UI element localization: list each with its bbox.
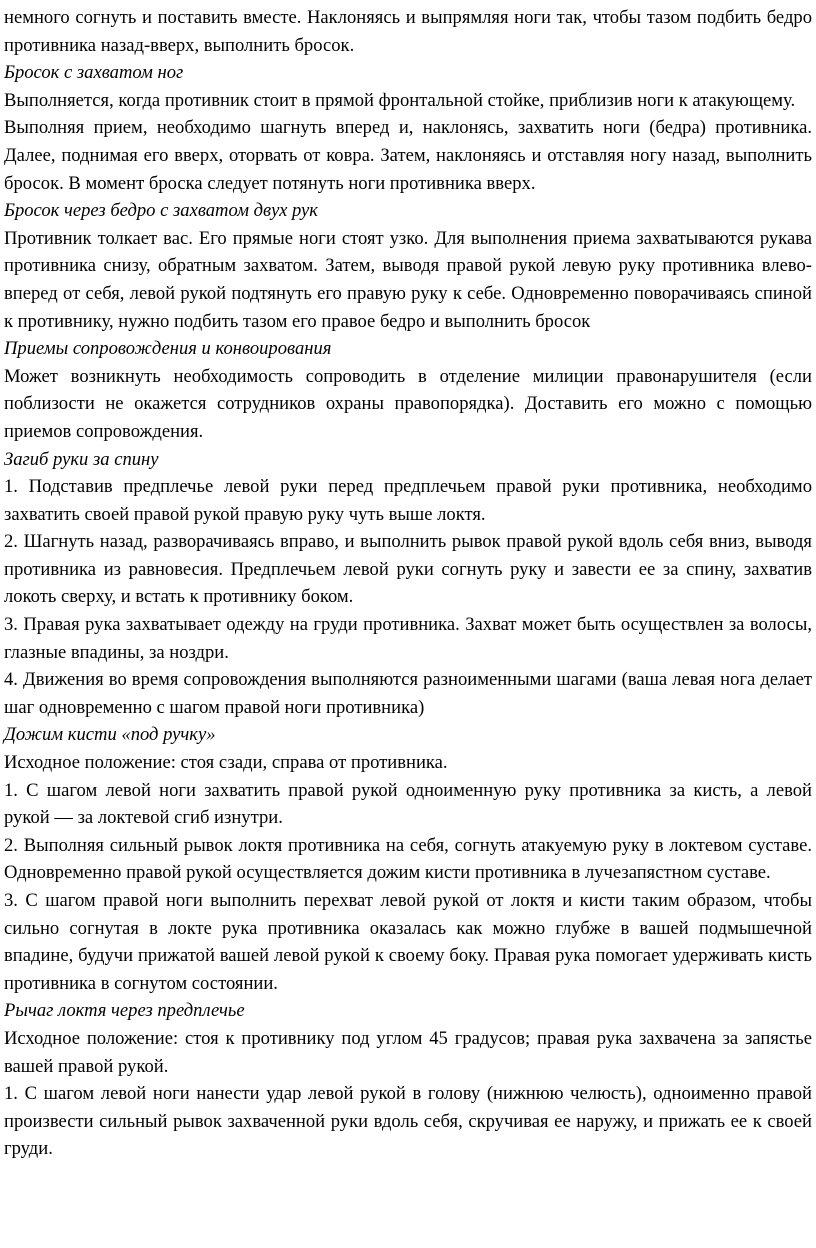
heading-leg-grab-throw: Бросок с захватом ног xyxy=(4,62,184,84)
paragraph: Выполняя прием, необходимо шагнуть вперед и, наклонясь, захватить ноги (бедра) противника. Далее, поднимая его вверх, оторвать от ковра. Затем, наклоняясь и отставляя ногу назад, выполнить бросок. В момент броска следует потянуть ноги противника вверх. xyxy=(4,117,812,194)
list-item: 2. Выполняя сильный рывок локтя противника на себя, согнуть атакуемую руку в локтевом суставе. Одновременно правой рукой осуществляется дожим кисти противника в лучезапястном суставе. xyxy=(4,834,812,884)
heading-elbow-lever: Рычаг локтя через предплечье xyxy=(4,1000,245,1022)
paragraph: Может возникнуть необходимость сопроводить в отделение милиции правонарушителя (если поблизости не окажется сотрудников охраны правопорядка). Доставить его можно с помощью приемов сопровождения. xyxy=(4,365,812,442)
document-body xyxy=(4,4,812,1163)
paragraph: Исходное положение: стоя сзади, справа от противника. xyxy=(4,752,448,774)
paragraph: Противник толкает вас. Его прямые ноги стоят узко. Для выполнения приема захватываются рукава противника снизу, обратным захватом. Затем, выводя правой рукой левую руку противника влево-вперед от себя, левой рукой подтянуть его правую руку к себе. Одновременно поворачиваясь спиной к противнику, нужно подбить тазом его правое бедро и выполнить бросок xyxy=(4,227,812,332)
paragraph: Выполняется, когда противник стоит в прямой фронтальной стойке, приблизив ноги к атакующему. xyxy=(4,89,796,111)
list-item: 1. С шагом левой ноги нанести удар левой рукой в голову (нижнюю челюсть), одноименно правой произвести сильный рывок захваченной руки вдоль себя, скручивая ее наружу, и прижать ее к своей груди. xyxy=(4,1083,812,1160)
heading-escort-techniques: Приемы сопровождения и конвоирования xyxy=(4,338,332,360)
list-item: 1. С шагом левой ноги захватить правой рукой одноименную руку противника за кисть, а левой рукой — за локтевой сгиб изнутри. xyxy=(4,779,812,829)
list-item: 3. С шагом правой ноги выполнить перехват левой рукой от локтя и кисти таким образом, чтобы сильно согнутая в локте рука противника оказалась как можно глубже в вашей подмышечной впадине, будучи прижатой вашей левой рукой к своему боку. Правая рука помогает удерживать кисть противника в согнутом состоянии. xyxy=(4,890,812,994)
list-item: 2. Шагнуть назад, разворачиваясь вправо, и выполнить рывок правой рукой вдоль себя вниз, выводя противника из равновесия. Предплечьем левой руки согнуть руку и завести ее за спину, захватив локоть сверху, и встать к противнику боком. xyxy=(4,531,812,608)
list-item: 3. Правая рука захватывает одежду на груди противника. Захват может быть осуществлен за волосы, глазные впадины, за ноздри. xyxy=(4,614,812,663)
heading-arm-behind-back: Загиб руки за спину xyxy=(4,448,159,470)
paragraph: Исходное положение: стоя к противнику под углом 45 градусов; правая рука захвачена за запястье вашей правой рукой. xyxy=(4,1027,812,1077)
paragraph-throw-intro: немного согнуть и поставить вместе. Наклоняясь и выпрямляя ноги так, чтобы тазом подбить бедро противника назад-вверх, выполнить бросок. xyxy=(4,7,812,56)
heading-wrist-press: Дожим кисти «под ручку» xyxy=(4,724,216,746)
heading-hip-throw-two-arms: Бросок через бедро с захватом двух рук xyxy=(4,200,318,222)
list-item: 4. Движения во время сопровождения выполняются разноименными шагами (ваша левая нога делает шаг одновременно с шагом правой ноги противника) xyxy=(4,669,812,718)
list-item: 1. Подставив предплечье левой руки перед предплечьем правой руки противника, необходимо захватить своей правой рукой правую руку чуть выше локтя. xyxy=(4,476,812,525)
